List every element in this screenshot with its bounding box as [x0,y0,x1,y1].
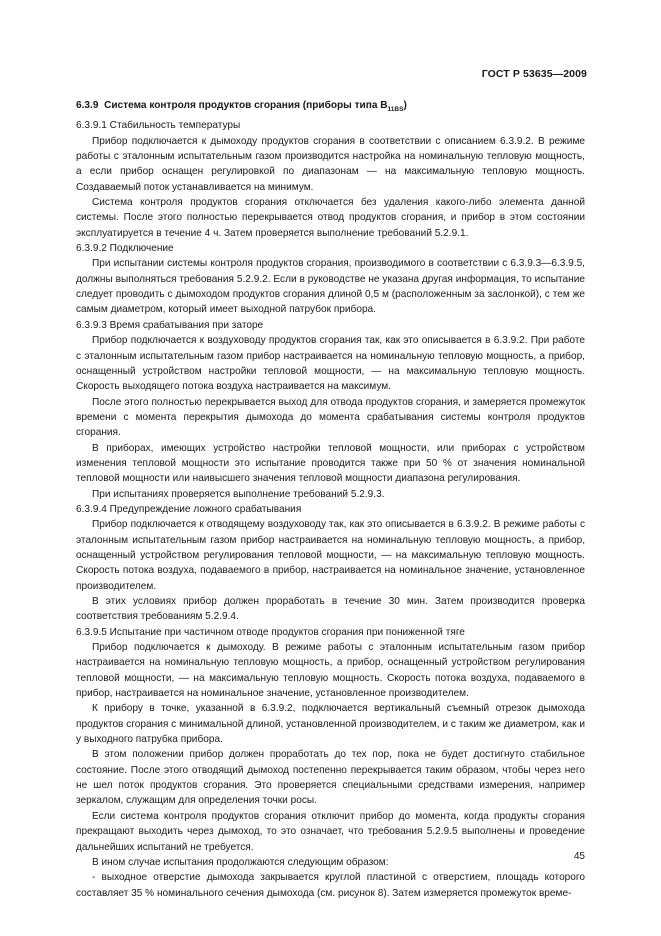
section-title-subscript: 11BS [387,106,404,114]
section-number: 6.3.9 [76,100,99,111]
paragraph: Прибор подключается к отводящему воздуховоду так, как это описывается в 6.3.9.2. В режиме работы с эталонным испытательным газом прибор настраивается на номинальную тепловую мощность, а прибор, оснащенный устройством регулирования тепловой мощности, — на максимальную тепловую мощность. Скорость потока воздуха, подаваемого в прибор, настраивается на номинальное значение, установленное производителем. [76,519,585,592]
subsection-heading: 6.3.9.2 Подключение [76,243,174,255]
subsection-heading: 6.3.9.1 Стабильность температуры [76,120,241,132]
paragraph: В ином случае испытания продолжаются следующим образом: [92,856,389,868]
subsection-heading: 6.3.9.4 Предупреждение ложного срабатывания [76,503,302,515]
paragraph: В приборах, имеющих устройство настройки тепловой мощности, или приборах с устройством изменения тепловой мощности это испытание проводится также при 50 % от значения номинальной тепловой мощности или наивысшего значения тепловой мощности диапазона регулирования. [76,442,585,485]
paragraph: После этого полностью перекрывается выход для отвода продуктов сгорания, и замеряется промежуток времени с момента перекрытия дымохода до момента срабатывания системы контроля продуктов сгорания. [76,396,585,439]
paragraph: Прибор подключается к дымоходу. В режиме работы с эталонным испытательным газом прибор настраивается на номинальную тепловую мощность, а прибор, оснащенный устройством регулирования тепловой мощности, — на максимальную тепловую мощность. Скорость потока воздуха, подаваемого в прибор, настраивается на номинальное значение, установленное производителем. [76,642,585,700]
doc-header: ГОСТ Р 53635—2009 [481,68,587,80]
paragraph: При испытаниях проверяется выполнение требований 5.2.9.3. [92,488,385,500]
list-item: - выходное отверстие дымохода закрывается круглой пластиной с отверстием, площадь которого составляет 35 % номинального сечения дымохода (см. рисунок 8). Затем измеряется промежуток време- [76,872,585,899]
section-heading [76,98,585,117]
paragraph: Если система контроля продуктов сгорания отключит прибор до момента, когда продукты сгорания прекращают выходить через дымоход, то это означает, что требования 5.2.9.5 выполнены и проведение дальнейших испытаний не требуется. [76,810,585,853]
paragraph: В этом положении прибор должен проработать до тех пор, пока не будет достигнуто стабильное состояние. После этого отводящий дымоход постепенно перекрывается таким образом, чтобы через него не шел поток продуктов сгорания. Это проверяется специальными средствами измерения, например зеркалом, служащим для определения точки росы. [76,749,585,807]
subsection-heading: 6.3.9.3 Время срабатывания при заторе [76,319,264,331]
paragraph: Система контроля продуктов сгорания отключается без удаления какого-либо элемента данной системы. После этого полностью перекрывается отвод продуктов сгорания, и прибор в этом состоянии эксплуатируется в течение 4 ч. Затем проверяется выполнение требований 5.2.9.1. [76,197,585,239]
paragraph: К прибору в точке, указанной в 6.3.9.2, подключается вертикальный съемный отрезок дымохода продуктов сгорания с минимальной длиной, установленной производителем, и с таким же диаметром, как и у выходного патрубка прибора. [76,703,585,746]
section-blocks [76,118,585,901]
subsection-heading: 6.3.9.5 Испытание при частичном отводе продуктов сгорания при пониженной тяге [76,626,465,638]
paragraph: Прибор подключается к воздуховоду продуктов сгорания так, как это описывается в 6.3.9.2. При работе с эталонным испытательным газом прибор настраивается на номинальную тепловую мощность, а прибор, оснащенный устройством настройки тепловой мощности, — на максимальную тепловую мощность. Скорость выходящего потока воздуха настраивается на максимум. [76,335,585,393]
section-title: Система контроля продуктов сгорания (приборы типа B [104,100,388,111]
document-body [76,98,585,901]
section-title-end: ) [403,100,407,111]
paragraph: При испытании системы контроля продуктов сгорания, производимого в соответствии с 6.3.9.3—6.3.9.5, должны выполняться требования 5.2.9.2. Если в руководстве не указана другая информация, то испытание следует проводить с дымоходом продуктов сгорания длиной 0,5 м (расположенным за заслонкой), с тем же самым диаметром, который имеет выходной патрубок прибора. [76,258,585,316]
paragraph: В этих условиях прибор должен проработать в течение 30 мин. Затем производится проверка соответствия требованиям 5.2.9.4. [76,596,585,623]
paragraph: Прибор подключается к дымоходу продуктов сгорания в соответствии с описанием 6.3.9.2. В режиме работы с эталонным испытательным газом производится настройка на номинальную тепловую мощность, а если прибор оснащен регулировкой по диапазонам — на максимальную тепловую мощность. Создаваемый поток устанавливается на минимум. [76,135,585,193]
page-number: 45 [573,851,585,862]
